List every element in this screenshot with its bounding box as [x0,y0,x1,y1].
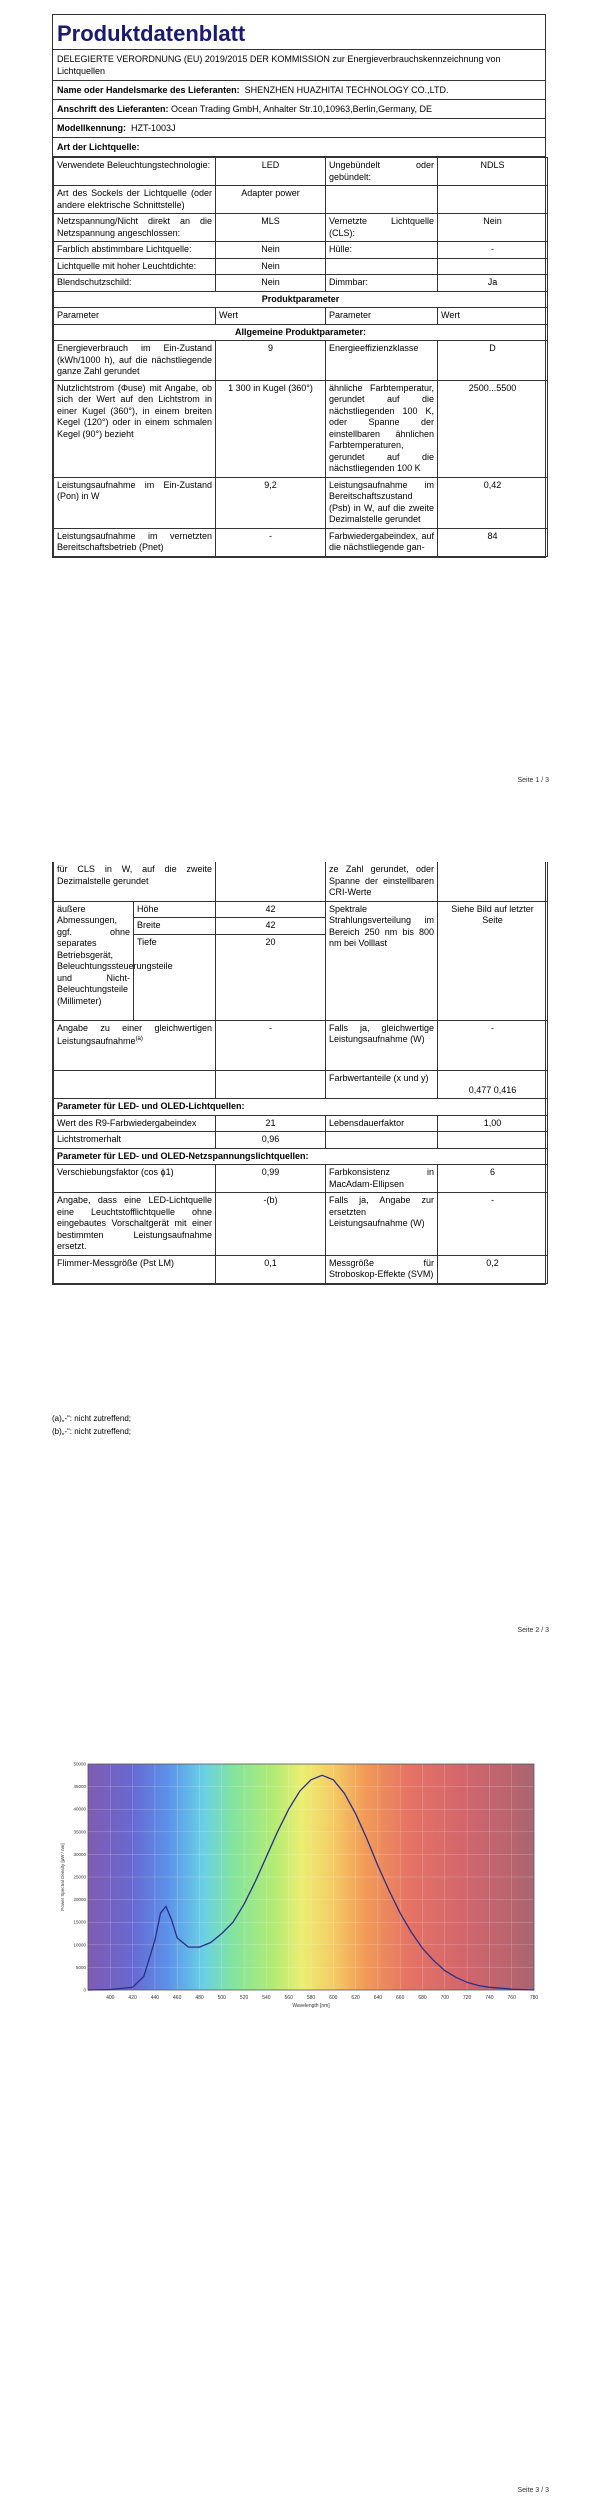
col-value-2: Wert [438,308,548,325]
type-label: Ungebündelt oder gebündelt: [326,158,438,186]
x-tick-label: 460 [173,1995,182,2001]
x-tick-label: 620 [351,1995,360,2001]
page-title: Produktdatenblatt [53,15,545,50]
type-label: Netzspannung/Nicht direkt an die Netzspannung angeschlossen: [54,214,216,242]
equiv-value: - [216,1020,326,1070]
type-row [54,158,548,186]
type-value: Adapter power [216,186,326,214]
y-tick-label: 50000 [73,1761,86,1767]
type-label: Blendschutzschild: [54,275,216,292]
type-value: LED [216,158,326,186]
page-1 [0,0,591,800]
macadam-label: Farbkonsistenz in MacAdam-Ellipsen [326,1165,438,1193]
dim-width-value: 42 [216,918,326,935]
type-label: Vernetzte Lichtquelle (CLS): [326,214,438,242]
general-param-row [54,380,548,477]
type-label: Farblich abstimmbare Lichtquelle: [54,242,216,259]
general-param-value: 1 300 in Kugel (360°) [216,380,326,477]
datasheet-frame-page-2 [52,862,546,1285]
model-label: Modellkennung: [57,123,126,133]
type-value: NDLS [438,158,548,186]
y-tick-label: 5000 [75,1964,86,1970]
y-tick-label: 20000 [73,1897,86,1903]
dim-height-value: 42 [216,901,326,918]
replacement-value: -(b) [216,1193,326,1256]
lifetime-factor-label: Lebensdauerfaktor [326,1115,438,1132]
datasheet-frame-page-1 [52,14,546,558]
type-label: Lichtquelle mit hoher Leuchtdichte: [54,258,216,275]
general-param-label: Leistungsaufnahme im Ein-Zustand (Pon) in W [54,477,216,528]
r9-value: 21 [216,1115,326,1132]
footnotes [52,1412,131,1438]
type-value: - [438,242,548,259]
flux-maintenance-value: 0,96 [216,1132,326,1149]
y-axis-label: Power Spectral Density [µW / nm] [60,1843,65,1911]
page-3 [0,1650,591,2510]
type-value [438,258,548,275]
y-tick-label: 35000 [73,1829,86,1835]
equiv-label: Angabe zu einer gleichwertigen Leistungsaufnahme$^{(a)}$ [54,1020,216,1070]
page-2 [0,800,591,1650]
supplier-address-label: Anschrift des Lieferanten: [57,104,169,114]
x-tick-label: 700 [440,1995,449,2001]
general-param-label: ähnliche Farbtemperatur, gerundet auf die nächstliegenden 100 K, oder Spanne der einstellbaren ähnlichen Farbtemperaturen, gerundet auf die nächstliegenden 100 K [326,380,438,477]
lifetime-factor-value: 1,00 [438,1115,548,1132]
light-source-type-label: Art der Lichtquelle: [57,142,140,152]
type-value: Nein [216,275,326,292]
type-row [54,214,548,242]
x-tick-label: 400 [106,1995,115,2001]
type-value: Ja [438,275,548,292]
flicker-label: Flimmer-Messgröße (Pst LM) [54,1255,216,1283]
product-table [53,157,548,557]
general-param-value: 9 [216,341,326,381]
light-source-type-row [53,138,545,157]
flux-maintenance-label: Lichtstromerhalt [54,1132,216,1149]
type-label: Dimmbar: [326,275,438,292]
supplier-name-label: Name oder Handelsmarke des Lieferanten: [57,85,240,95]
y-tick-label: 0 [83,1987,86,1993]
type-row [54,242,548,259]
y-tick-label: 25000 [73,1874,86,1880]
col-value-1: Wert [216,308,326,325]
replacement-label: Angabe, dass eine LED-Lichtquelle eine Leuchtstofflichtquelle ohne eingebautes Vorschaltgerät mit einer bestimmten Leistungsaufnahme ersetzt. [54,1193,216,1256]
cri-continued: ze Zahl gerundet, oder Spanne der einstellbaren CRI-Werte [326,862,438,901]
general-param-value: 0,42 [438,477,548,528]
type-value: MLS [216,214,326,242]
chromaticity-value: 0,477 0,416 [438,1070,548,1099]
general-param-value: 2500...5500 [438,380,548,477]
equiv-right-value: - [438,1020,548,1070]
x-tick-label: 780 [529,1995,539,2001]
type-row [54,275,548,292]
dim-width-label: Breite [134,918,216,935]
replacement-right-label: Falls ja, Angabe zur ersetzten Leistungsaufnahme (W) [326,1193,438,1256]
y-tick-label: 40000 [73,1806,86,1812]
general-param-label: Leistungsaufnahme im vernetzten Bereitschaftsbetrieb (Pnet) [54,528,216,556]
supplier-name-row [53,81,545,100]
x-tick-label: 480 [195,1995,204,2001]
footnote-a: (a)„-“: nicht zutreffend; [52,1414,131,1423]
page-number: Seite 1 / 3 [517,777,549,784]
dim-depth-value: 20 [216,934,326,950]
type-label [326,186,438,214]
regulation-text: DELEGIERTE VERORDNUNG (EU) 2019/2015 DER KOMMISSION zur Energieverbrauchskennzeichnung von Lichtquellen [53,50,545,81]
dim-depth-label: Tiefe [134,934,216,950]
page-number: Seite 2 / 3 [517,1627,549,1634]
flicker-value: 0,1 [216,1255,326,1283]
x-tick-label: 540 [262,1995,271,2001]
macadam-value: 6 [438,1165,548,1193]
type-label [326,258,438,275]
mains-params-title: Parameter für LED- und OLED-Netzspannungslichtquellen: [54,1148,548,1165]
general-param-value: 84 [438,528,548,556]
col-param-1: Parameter [54,308,216,325]
x-tick-label: 600 [329,1995,338,2001]
supplier-address-value: Ocean Trading GmbH, Anhalter Str.10,10963,Berlin,Germany, DE [171,104,433,114]
x-tick-label: 440 [150,1995,160,2001]
spectral-label: Spektrale Strahlungsverteilung im Bereich 250 nm bis 800 nm bei Volllast [326,901,438,1020]
y-tick-label: 15000 [73,1919,86,1925]
y-tick-label: 10000 [73,1942,86,1948]
y-tick-label: 45000 [73,1784,86,1790]
spectral-value: Siehe Bild auf letzter Seite [438,901,548,1020]
x-tick-label: 660 [396,1995,405,2001]
power-factor-value: 0,99 [216,1165,326,1193]
general-param-row [54,528,548,556]
type-label: Verwendete Beleuchtungstechnologie: [54,158,216,186]
stroboscopic-value: 0,2 [438,1255,548,1283]
general-params-title: Allgemeine Produktparameter: [54,324,548,341]
general-param-row [54,341,548,381]
supplier-name-value: SHENZHEN HUAZHITAI TECHNOLOGY CO.,LTD. [244,85,449,95]
replacement-right-value: - [438,1193,548,1256]
general-param-label: Leistungsaufnahme im Bereitschaftszustand (Psb) in W, auf die zweite Dezimalstelle gerundet [326,477,438,528]
power-factor-label: Verschiebungsfaktor (cos ϕ1) [54,1165,216,1193]
product-params-title: Produktparameter [54,291,548,308]
supplier-address-row [53,100,545,119]
x-axis-label: Wavelength [nm] [292,2003,330,2009]
equiv-right-label: Falls ja, gleichwertige Leistungsaufnahme (W) [326,1020,438,1070]
type-label: Art des Sockels der Lichtquelle (oder andere elektrische Schnittstelle) [54,186,216,214]
x-tick-label: 740 [485,1995,494,2001]
x-tick-label: 760 [507,1995,516,2001]
x-tick-label: 420 [128,1995,137,2001]
general-param-label: Farbwiedergabeindex, auf die nächstliegende gan- [326,528,438,556]
x-tick-label: 680 [418,1995,427,2001]
dim-height-label: Höhe [134,901,216,918]
led-params-title: Parameter für LED- und OLED-Lichtquellen: [54,1099,548,1116]
x-tick-label: 560 [284,1995,293,2001]
model-value: HZT-1003J [131,123,176,133]
type-row [54,186,548,214]
chromaticity-label: Farbwertanteile (x und y) [326,1070,438,1099]
type-value: Nein [216,242,326,259]
general-param-row [54,477,548,528]
type-value: Nein [216,258,326,275]
general-param-label: Energieverbrauch im Ein-Zustand (kWh/1000 h), auf die nächstliegende ganze Zahl gerundet [54,341,216,381]
general-param-label: Energieeffizienzklasse [326,341,438,381]
type-label: Hülle: [326,242,438,259]
x-tick-label: 580 [306,1995,316,2001]
x-tick-label: 720 [462,1995,472,2001]
general-param-value: D [438,341,548,381]
col-param-2: Parameter [326,308,438,325]
page-number: Seite 3 / 3 [517,2487,549,2494]
x-tick-label: 520 [239,1995,249,2001]
footnote-b: (b)„-“: nicht zutreffend; [52,1427,131,1436]
model-row [53,119,545,138]
general-param-label: Nutzlichtstrom (Φuse) mit Angabe, ob sich der Wert auf den Lichtstrom in einer Kugel (360°), in einem breiten Kegel (120°) oder in einem schmalen Kegel (90°) bezieht [54,380,216,477]
product-table-continued [53,862,548,1284]
pnet-continued: für CLS in W, auf die zweite Dezimalstelle gerundet [54,862,216,901]
general-param-value: 9,2 [216,477,326,528]
r9-label: Wert des R9-Farbwiedergabeindex [54,1115,216,1132]
x-tick-label: 500 [217,1995,226,2001]
spectral-chart [56,1760,550,2025]
y-tick-label: 30000 [73,1851,86,1857]
general-param-value: - [216,528,326,556]
type-value [438,186,548,214]
stroboscopic-label: Messgröße für Stroboskop-Effekte (SVM) [326,1255,438,1283]
spectral-chart-svg [56,1760,550,2025]
x-tick-label: 640 [373,1995,383,2001]
dimensions-label: äußere Abmessungen, ggf. ohne separates Betriebsgerät, Beleuchtungssteuerungsteile und Nicht-Beleuchtungsteile (Millimeter) [54,901,134,1020]
type-row [54,258,548,275]
type-value: Nein [438,214,548,242]
